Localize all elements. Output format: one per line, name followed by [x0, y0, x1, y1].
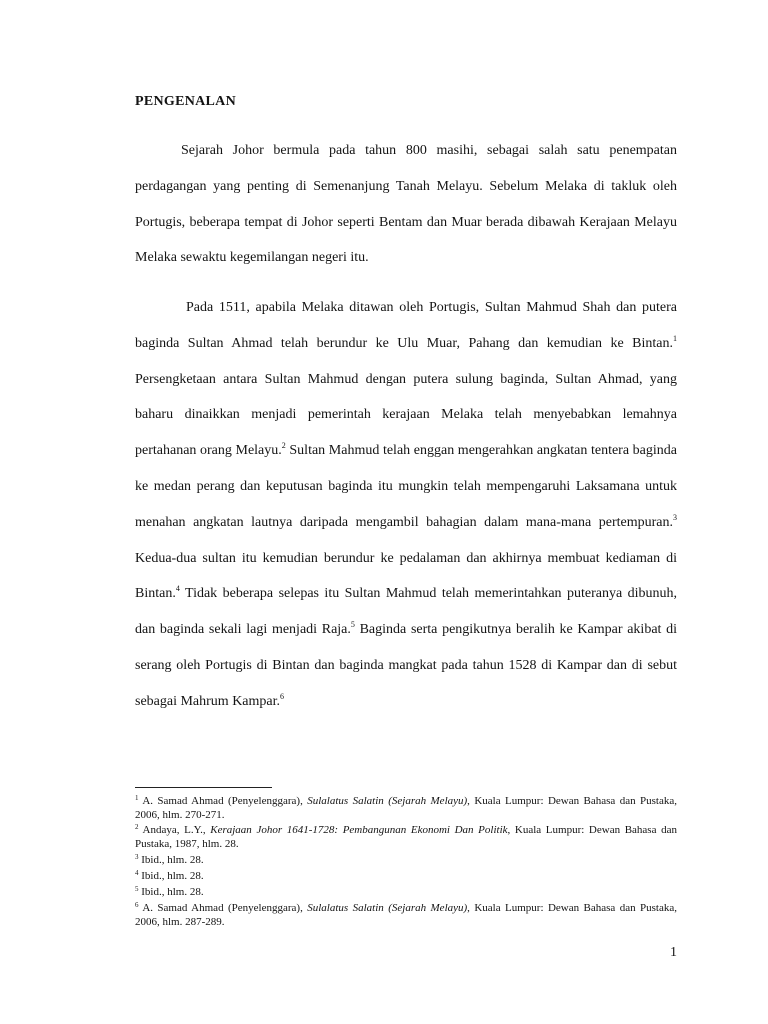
footnote-title: Sulalatus Salatin (Sejarah Melayu) — [307, 795, 468, 807]
page-number: 1 — [670, 945, 677, 960]
footnote-item — [135, 823, 677, 851]
footnote-ref[interactable]: 4 — [175, 584, 180, 594]
footnote-title: Sulalatus Salatin (Sejarah Melayu) — [307, 902, 468, 914]
section-heading: PENGENALAN — [135, 94, 237, 109]
paragraph-text: Persengketaan antara Sultan Mahmud dengan putera sulung baginda, Sultan Ahmad, yang baharu dinaikkan menjadi pemerintah kerajaan Melaka telah menyebabkan lemahnya pertahanan orang Melayu. — [135, 371, 677, 459]
paragraph-text: Pada 1511, apabila Melaka ditawan oleh Portugis, Sultan Mahmud Shah dan putera baginda Sultan Ahmad telah berundur ke Ulu Muar, Pahang dan kemudian ke Bintan. — [135, 300, 677, 351]
footnote-title: Kerajaan Johor 1641-1728: Pembangunan Ekonomi Dan Politik — [210, 824, 508, 836]
footnote-number: 4 — [135, 869, 139, 877]
footnote-item — [135, 853, 677, 867]
footnote-text: A. Samad Ahmad (Penyelenggara), — [138, 795, 308, 807]
paragraph-text: Baginda serta pengikutnya beralih ke Kampar akibat di serang oleh Portugis di Bintan dan baginda mangkat pada tahun 1528 di Kampar dan di sebut sebagai Mahrum Kampar. — [135, 622, 678, 709]
paragraph-history — [135, 290, 677, 720]
footnote-number: 5 — [135, 885, 139, 893]
footnote-text: Andaya, L.Y., — [138, 824, 211, 836]
footnote-text: Ibid., hlm. 28. — [138, 854, 204, 866]
paragraph-text: Sultan Mahmud telah enggan mengerahkan angkatan tentera baginda ke medan perang dan keputusan baginda itu mungkin telah mempengaruhi Laksamana untuk menahan angkatan lautnya daripada mengambil bahagian dalam mana-mana pertempuran. — [135, 443, 677, 530]
footnote-ref[interactable]: 1 — [673, 333, 677, 343]
footnote-text: , Kuala Lumpur: Dewan Bahasa dan Pustaka, 2006, hlm. 270-271. — [135, 795, 677, 821]
paragraph-text: Tidak beberapa selepas itu Sultan Mahmud telah memerintahkan puteranya dibunuh, dan baginda sekali lagi menjadi Raja. — [135, 586, 677, 638]
paragraph-intro-text: Sejarah Johor bermula pada tahun 800 masihi, sebagai salah satu penempatan perdagangan yang penting di Semenanjung Tanah Melayu. Sebelum Melaka di takluk oleh Portugis, beberapa tempat di Johor seperti Bentam dan Muar berada dibawah Kerajaan Melayu Melaka sewaktu kegemilangan negeri itu. — [135, 143, 677, 266]
footnote-number: 6 — [135, 901, 139, 909]
footnote-divider — [135, 787, 272, 788]
paragraph-text: Kedua-dua sultan itu kemudian berundur ke pedalaman dan akhirnya membuat kediaman di Bintan. — [135, 550, 677, 602]
footnote-ref[interactable]: 5 — [350, 620, 355, 630]
footnote-number: 2 — [135, 823, 139, 831]
footnote-text: , Kuala Lumpur: Dewan Bahasa dan Pustaka, 2006, hlm. 287-289. — [135, 902, 677, 928]
footnote-number: 3 — [135, 853, 139, 861]
footnote-ref[interactable]: 2 — [281, 441, 286, 451]
footnote-text: , Kuala Lumpur: Dewan Bahasa dan Pustaka, 1987, hlm. 28. — [135, 824, 677, 850]
footnote-ref[interactable]: 6 — [280, 691, 285, 701]
footnote-item — [135, 901, 677, 929]
footnote-text: A. Samad Ahmad (Penyelenggara), — [138, 902, 308, 914]
footnote-item — [135, 794, 677, 822]
footnote-number: 1 — [135, 794, 139, 802]
paragraph-intro — [135, 133, 677, 276]
footnote-item — [135, 885, 677, 899]
footnote-text: Ibid., hlm. 28. — [138, 870, 204, 882]
footnote-text: Ibid., hlm. 28. — [138, 886, 204, 898]
footnote-ref[interactable]: 3 — [673, 512, 677, 522]
footnote-item — [135, 869, 677, 883]
